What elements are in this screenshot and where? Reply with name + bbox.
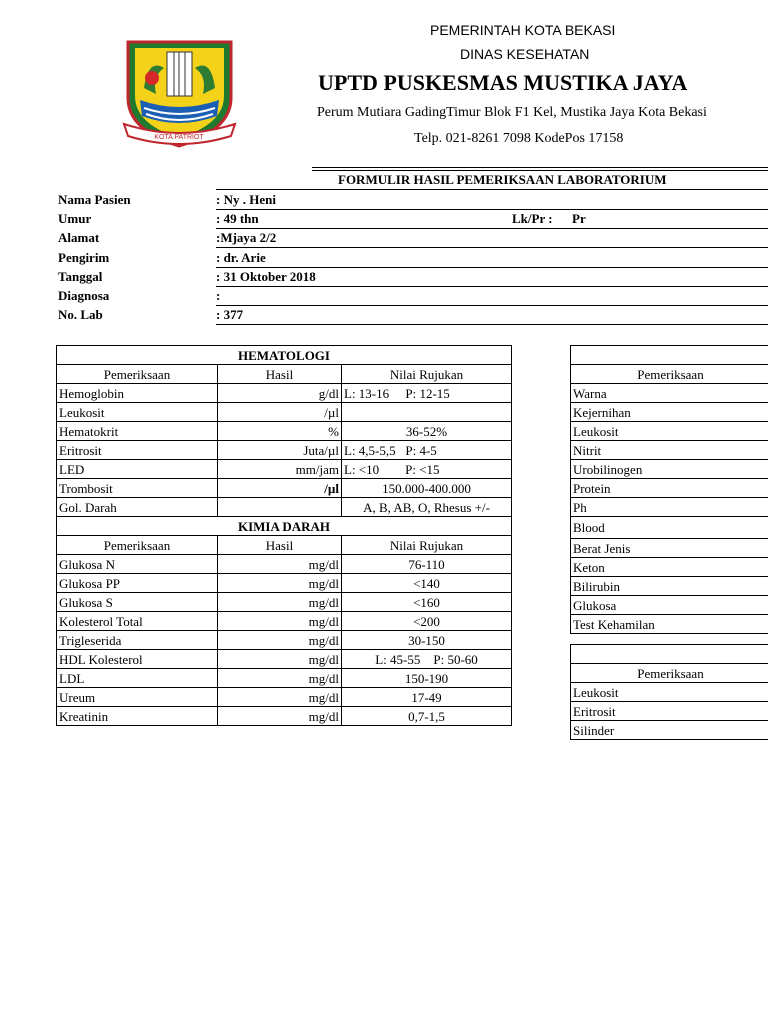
date-label: Tanggal xyxy=(58,269,103,284)
hematologi-title: HEMATOLOGI xyxy=(57,346,512,365)
table-row xyxy=(571,683,768,702)
table-row xyxy=(571,577,768,596)
patient-age-label: Umur xyxy=(58,211,92,226)
sender-label: Pengirim xyxy=(58,250,110,265)
table-row xyxy=(57,403,512,422)
sediment-table xyxy=(570,644,768,740)
test-name: Berat Jenis xyxy=(571,539,768,558)
department-line: DINAS KESEHATAN xyxy=(460,46,590,62)
clinic-phone: Telp. 021-8261 7098 KodePos 17158 xyxy=(414,131,624,146)
test-name: Hemoglobin xyxy=(57,384,218,403)
government-line: PEMERINTAH KOTA BEKASI xyxy=(430,22,616,38)
reference-range: <200 xyxy=(342,612,512,631)
column-header: Hasil xyxy=(218,365,342,384)
diagnosis-underline xyxy=(216,305,768,306)
reference-range: 17-49 xyxy=(342,688,512,707)
reference-range: L: 4,5-5,5 P: 4-5 xyxy=(342,441,512,460)
test-name: Urobilinogen xyxy=(571,460,768,479)
header-rule-top xyxy=(312,167,768,168)
test-unit: mg/dl xyxy=(218,688,342,707)
table-row xyxy=(57,479,512,498)
table-row xyxy=(571,384,768,403)
test-name: Trigleserida xyxy=(57,631,218,650)
table-row xyxy=(571,460,768,479)
table-row xyxy=(57,669,512,688)
column-header: Pemeriksaan xyxy=(571,664,768,683)
reference-range: 150.000-400.000 xyxy=(342,479,512,498)
table-row xyxy=(57,498,512,517)
table-row xyxy=(57,688,512,707)
test-unit xyxy=(218,498,342,517)
urinalysis-title-cell xyxy=(571,346,768,365)
test-unit: mg/dl xyxy=(218,707,342,726)
sender-value: : dr. Arie xyxy=(216,250,266,265)
test-name: Trombosit xyxy=(57,479,218,498)
reference-range: A, B, AB, O, Rhesus +/- xyxy=(342,498,512,517)
test-name: Glukosa PP xyxy=(57,574,218,593)
test-name: LED xyxy=(57,460,218,479)
reference-range: <160 xyxy=(342,593,512,612)
urinalysis-title-row xyxy=(571,346,768,365)
table-row xyxy=(571,702,768,721)
test-name: Nitrit xyxy=(571,441,768,460)
test-name: Ph xyxy=(571,498,768,517)
table-row xyxy=(571,441,768,460)
table-row xyxy=(571,498,768,517)
reference-range: 76-110 xyxy=(342,555,512,574)
test-name: Glukosa S xyxy=(57,593,218,612)
test-name: Test Kehamilan xyxy=(571,615,768,634)
reference-range: L: 45-55 P: 50-60 xyxy=(342,650,512,669)
city-emblem-logo xyxy=(122,38,237,150)
kimia-darah-title: KIMIA DARAH xyxy=(57,517,512,536)
form-title-underline xyxy=(216,189,768,190)
patient-address-label: Alamat xyxy=(58,230,100,245)
test-name: Leukosit xyxy=(571,422,768,441)
test-name: Bilirubin xyxy=(571,577,768,596)
logo-ribbon-text: KOTA PATRIOT xyxy=(154,134,204,141)
table-row xyxy=(571,479,768,498)
kimia-darah-title-row xyxy=(57,517,512,536)
table-row xyxy=(57,612,512,631)
test-name: Leukosit xyxy=(57,403,218,422)
hematologi-title-row xyxy=(57,346,512,365)
test-name: Kreatinin xyxy=(57,707,218,726)
form-title: FORMULIR HASIL PEMERIKSAAN LABORATORIUM xyxy=(338,172,667,187)
lab-number-underline xyxy=(216,324,768,325)
clinic-address: Perum Mutiara GadingTimur Blok F1 Kel, Mustika Jaya Kota Bekasi xyxy=(317,105,707,120)
sediment-title-row xyxy=(571,645,768,664)
lab-number-label: No. Lab xyxy=(58,307,103,322)
table-row xyxy=(571,558,768,577)
table-row xyxy=(57,650,512,669)
hematologi-header-row xyxy=(57,365,512,384)
blood-test-table xyxy=(56,345,512,726)
patient-age-underline xyxy=(216,228,768,229)
table-row xyxy=(571,615,768,634)
column-header: Pemeriksaan xyxy=(57,365,218,384)
test-name: Warna xyxy=(571,384,768,403)
test-name: Eritrosit xyxy=(571,702,768,721)
table-row xyxy=(571,422,768,441)
reference-range: 0,7-1,5 xyxy=(342,707,512,726)
urinalysis-table xyxy=(570,345,768,634)
test-unit: mg/dl xyxy=(218,669,342,688)
test-unit: % xyxy=(218,422,342,441)
test-name: Hematokrit xyxy=(57,422,218,441)
column-header: Hasil xyxy=(218,536,342,555)
patient-name-underline xyxy=(216,209,768,210)
test-unit: mg/dl xyxy=(218,612,342,631)
lab-number-value: : 377 xyxy=(216,307,244,322)
sediment-title-cell xyxy=(571,645,768,664)
reference-range xyxy=(342,403,512,422)
diagnosis-label: Diagnosa xyxy=(58,288,110,303)
test-unit: mg/dl xyxy=(218,631,342,650)
sediment-header-row xyxy=(571,664,768,683)
test-unit: /µl xyxy=(218,479,342,498)
test-name: Eritrosit xyxy=(57,441,218,460)
patient-address-underline xyxy=(216,247,768,248)
reference-range: 36-52% xyxy=(342,422,512,441)
reference-range: L: <10 P: <15 xyxy=(342,460,512,479)
header-rule-bottom xyxy=(312,170,768,171)
kimia-darah-header-row xyxy=(57,536,512,555)
test-name: Leukosit xyxy=(571,683,768,702)
test-unit: mg/dl xyxy=(218,593,342,612)
test-unit: /µl xyxy=(218,403,342,422)
test-name: Ureum xyxy=(57,688,218,707)
table-row xyxy=(57,422,512,441)
table-row xyxy=(571,596,768,615)
clinic-title: UPTD PUSKESMAS MUSTIKA JAYA xyxy=(318,70,688,95)
table-row xyxy=(57,631,512,650)
diagnosis-value: : xyxy=(216,288,221,303)
table-row xyxy=(571,539,768,558)
date-underline xyxy=(216,286,768,287)
patient-address-value: :Mjaya 2/2 xyxy=(216,230,277,245)
urinalysis-header-row xyxy=(571,365,768,384)
date-value: : 31 Oktober 2018 xyxy=(216,269,316,284)
header-block xyxy=(312,20,768,150)
column-header: Pemeriksaan xyxy=(571,365,768,384)
table-row xyxy=(571,517,768,539)
test-unit: mg/dl xyxy=(218,650,342,669)
test-name: Glukosa xyxy=(571,596,768,615)
column-header: Pemeriksaan xyxy=(57,536,218,555)
table-row xyxy=(57,593,512,612)
table-row xyxy=(57,441,512,460)
test-name: Kejernihan xyxy=(571,403,768,422)
table-row xyxy=(57,555,512,574)
table-row xyxy=(57,574,512,593)
table-row xyxy=(57,707,512,726)
table-row xyxy=(57,384,512,403)
table-row xyxy=(571,721,768,740)
patient-sex-label: Lk/Pr : xyxy=(512,211,553,226)
reference-range: 30-150 xyxy=(342,631,512,650)
reference-range: <140 xyxy=(342,574,512,593)
test-unit: Juta/µl xyxy=(218,441,342,460)
table-row xyxy=(57,460,512,479)
patient-name-value: : Ny . Heni xyxy=(216,192,276,207)
test-name: Silinder xyxy=(571,721,768,740)
reference-range: 150-190 xyxy=(342,669,512,688)
patient-age-value: : 49 thn xyxy=(216,211,259,226)
test-name: Blood xyxy=(571,517,768,539)
test-name: Protein xyxy=(571,479,768,498)
test-name: HDL Kolesterol xyxy=(57,650,218,669)
test-name: Keton xyxy=(571,558,768,577)
column-header: Nilai Rujukan xyxy=(342,536,512,555)
test-unit: g/dl xyxy=(218,384,342,403)
test-name: Gol. Darah xyxy=(57,498,218,517)
test-name: Kolesterol Total xyxy=(57,612,218,631)
table-row xyxy=(571,403,768,422)
column-header: Nilai Rujukan xyxy=(342,365,512,384)
test-unit: mg/dl xyxy=(218,574,342,593)
test-unit: mg/dl xyxy=(218,555,342,574)
patient-name-label: Nama Pasien xyxy=(58,192,131,207)
test-unit: mm/jam xyxy=(218,460,342,479)
patient-sex-value: Pr xyxy=(572,211,586,226)
reference-range: L: 13-16 P: 12-15 xyxy=(342,384,512,403)
sender-underline xyxy=(216,267,768,268)
test-name: Glukosa N xyxy=(57,555,218,574)
test-name: LDL xyxy=(57,669,218,688)
